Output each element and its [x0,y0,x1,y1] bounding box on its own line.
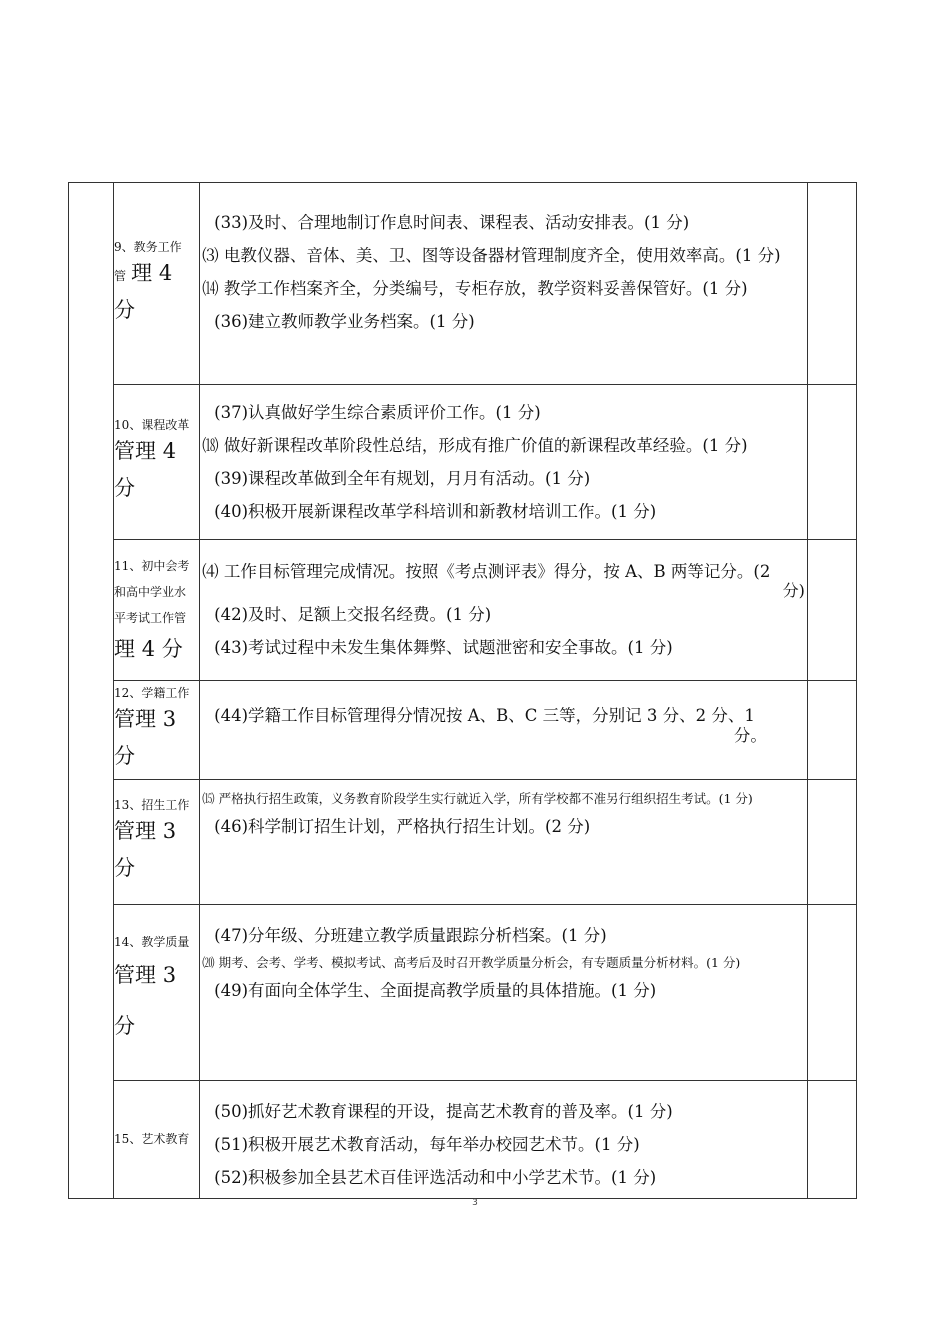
item-label-title: 15、艺术教育 [114,1132,190,1147]
item-label-cell [114,183,200,385]
item-label-score: 理 4 分 [114,636,183,661]
item-label-title: 12、学籍工作 [114,686,190,701]
criterion-text: ⒁ 教学工作档案齐全，分类编号，专柜存放，教学资料妥善保管好。(1 分) [202,278,748,298]
criterion-text: (33)及时、合理地制订作息时间表、课程表、活动安排表。(1 分) [214,212,690,232]
criteria-cell [200,385,808,540]
table-row [69,183,857,385]
criterion-text: (43)考试过程中未发生集体舞弊、试题泄密和安全事故。(1 分) [214,638,673,657]
evaluation-table [68,182,857,1199]
criterion-text: ⒇ 期考、会考、学考、模拟考试、高考后及时召开教学质量分析会，有专题质量分析材料。(1 分) [202,955,741,970]
item-label-unit: 分 [114,856,136,881]
criteria-cell [200,905,808,1081]
criterion-text: (49)有面向全体学生、全面提高教学质量的具体措施。(1 分) [214,981,657,1000]
criterion-text: (39)课程改革做到全年有规划，月月有活动。(1 分) [214,469,591,488]
criterion-text: (51)积极开展艺术教育活动，每年举办校园艺术节。(1 分) [214,1135,640,1154]
item-label-score: 管理 4 [114,439,177,464]
item-label-unit: 分 [114,476,136,501]
item-label-unit: 分 [114,1013,136,1038]
item-label-title: 10、课程改革 [114,418,190,433]
page-number: 3 [472,1198,478,1208]
item-label-cell [114,1081,200,1199]
criterion-text: 分) [782,581,805,600]
table-row [69,1081,857,1199]
item-label-cell [114,905,200,1081]
criteria-cell [200,1081,808,1199]
criterion-text: (42)及时、足额上交报名经费。(1 分) [214,605,492,624]
criteria-cell [200,681,808,780]
table-row [69,780,857,905]
criterion-text: (47)分年级、分班建立教学质量跟踪分析档案。(1 分) [214,926,607,945]
table-row [69,540,857,681]
criterion-text: ⑷ 工作目标管理完成情况。按照《考点测评表》得分，按 A、B 两等记分。(2 [202,562,771,581]
item-label-unit: 分 [114,297,136,322]
score-cell [807,1081,856,1199]
criteria-cell [200,540,808,681]
criteria-cell [200,780,808,905]
category-cell [69,183,114,1199]
score-cell [807,905,856,1081]
item-label-title: 9、教务工作 [114,239,182,254]
item-label-title: 13、招生工作 [114,798,190,813]
item-label-cell [114,540,200,681]
item-label-score: 管理 3 [114,707,177,732]
criterion-text: ⒂ 严格执行招生政策，义务教育阶段学生实行就近入学，所有学校都不准另行组织招生考试。(1 分) [202,791,753,806]
table-row [69,681,857,780]
item-label-title: 11、初中会考 [114,558,190,573]
criterion-text: ⑶ 电教仪器、音体、美、卫、图等设备器材管理制度齐全，使用效率高。(1 分) [202,245,781,265]
item-label-title: 平考试工作管 [114,610,187,625]
criterion-text: (44)学籍工作目标管理得分情况按 A、B、C 三等，分别记 3 分、2 分、1 [214,706,755,725]
item-label-cell [114,681,200,780]
criterion-text: (46)科学制订招生计划，严格执行招生计划。(2 分) [214,817,591,836]
score-cell [807,385,856,540]
criterion-text: (50)抓好艺术教育课程的开设，提高艺术教育的普及率。(1 分) [214,1102,673,1121]
item-label-cell [114,780,200,905]
criterion-text: (52)积极参加全县艺术百佳评选活动和中小学艺术节。(1 分) [214,1168,657,1187]
score-cell [807,183,856,385]
table-row [69,385,857,540]
item-label-score: 管理 3 [114,819,177,844]
criterion-text: (37)认真做好学生综合素质评价工作。(1 分) [214,403,541,422]
table-row [69,905,857,1081]
score-cell [807,780,856,905]
criterion-text: ⒅ 做好新课程改革阶段性总结，形成有推广价值的新课程改革经验。(1 分) [202,436,748,455]
item-label-score: 理 4 [131,260,173,285]
criterion-text: (36)建立教师教学业务档案。(1 分) [214,311,475,331]
item-label-cell [114,385,200,540]
item-label-fragment: 管 [114,268,127,283]
score-cell [807,681,856,780]
score-cell [807,540,856,681]
criterion-text: 分。 [733,726,767,745]
item-label-score: 管理 3 [114,963,177,988]
criteria-cell [200,183,808,385]
item-label-unit: 分 [114,744,136,769]
item-label-title: 14、教学质量 [114,935,190,950]
criterion-text: (40)积极开展新课程改革学科培训和新教材培训工作。(1 分) [214,502,657,521]
item-label-title: 和高中学业水 [114,584,187,599]
